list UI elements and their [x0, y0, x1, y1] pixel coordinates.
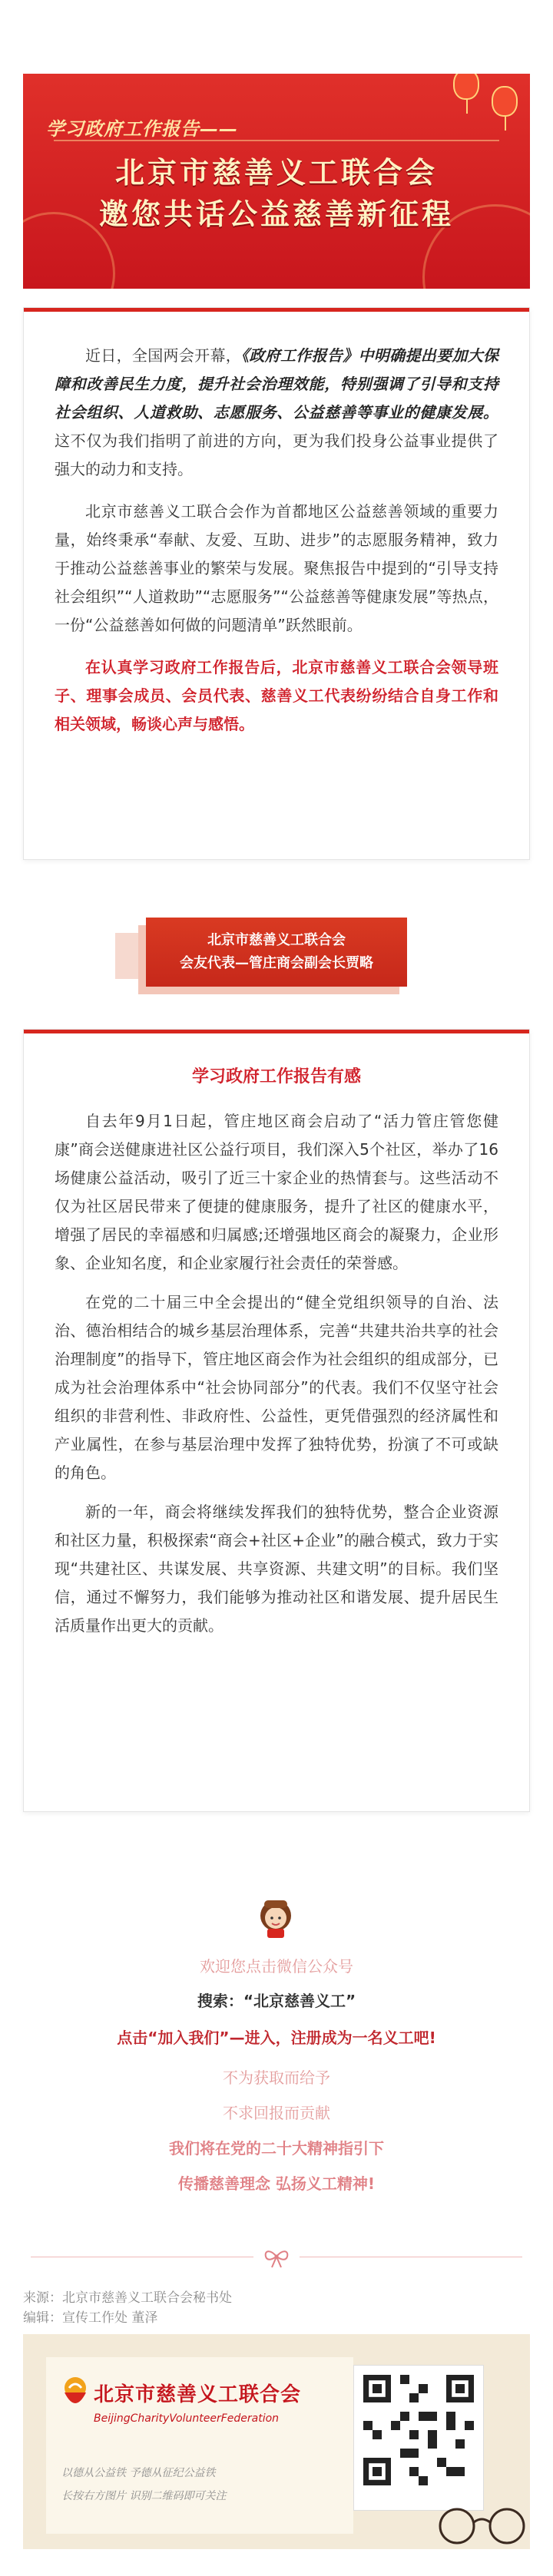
intro-text: 这不仅为我们指明了前进的方向，更为我们投身公益事业提供了强大的动力和支持。	[55, 432, 498, 478]
footer-note: 长按右方图片 识别二维码即可关注	[61, 2490, 227, 2502]
join-hint: 点击“加入我们”—进入，注册成为一名义工吧!	[117, 2029, 436, 2047]
welcome-text: 欢迎您点击微信公众号	[200, 1957, 353, 1976]
intro-card	[23, 307, 530, 860]
footer-card	[23, 2334, 530, 2549]
card-top-bar	[24, 1030, 529, 1033]
org-name: 北京市慈善义工联合会	[94, 2383, 302, 2406]
qr-code[interactable]	[353, 2365, 484, 2511]
label-decoration	[115, 933, 146, 979]
reflection-paragraph: 新的一年，商会将继续发挥我们的独特优势，整合企业资源和社区力量，积极探索“商会+社区+企业”的融合模式，致力于实现“共建社区、共谋发展、共享资源、共建文明”的目标。我们坚信，通过不懈努力，我们能够为推动社区和谐发展、提升居民生活质量作出更大的贡献。	[55, 1503, 498, 1635]
representative-name: 会友代表—管庄商会副会长贾略	[180, 955, 373, 971]
glasses-icon	[430, 2499, 530, 2545]
header-banner	[23, 74, 530, 289]
banner-subtitle: 学习政府工作报告——	[46, 118, 238, 140]
org-logo-icon	[58, 2374, 92, 2414]
reflection-paragraph: 在党的二十届三中全会提出的“健全党组织领导的自治、法治、德治相结合的城乡基层治理体系，完善“共建共治共享的社会治理制度”的指导下，管庄地区商会作为社会组织的组成部分，已成为社会治理体系中“社会协同部分”的代表。我们不仅坚守社会组织的非营利性、非政府性、公益性，更凭借强烈的经济属性和产业属性，在参与基层治理中发挥了独特优势，扮演了不可或缺的角色。	[55, 1293, 498, 1482]
slogan-line: 传播慈善理念 弘扬义工精神!	[177, 2174, 376, 2193]
reflection-title: 学习政府工作报告有感	[191, 1067, 361, 1086]
lantern-icon	[492, 86, 518, 117]
intro-paragraph	[55, 342, 498, 484]
card-top-bar	[24, 308, 529, 312]
slogan-line: 不求回报而贡献	[223, 2104, 330, 2122]
volunteer-avatar-icon	[253, 1893, 298, 1939]
lantern-icon	[453, 74, 479, 100]
reflection-card	[23, 1029, 530, 1812]
slogan-line: 不为获取而给予	[223, 2068, 330, 2087]
bow-icon	[263, 2246, 290, 2269]
bow-divider	[0, 2246, 553, 2269]
intro-text: 近日，全国两会开幕，	[85, 346, 242, 365]
banner-title-line2: 邀您共话公益慈善新征程	[98, 197, 454, 231]
intro-emphasis: 《政府工作报告》中明确提出要加大保障和改善民生力度，提升社会治理效能，特别强调了引导和支持社会组织、人道救助、志愿服务、公益慈善等事业的健康发展。	[55, 346, 499, 422]
slogan-line: 我们将在党的二十大精神指引下	[169, 2139, 384, 2158]
intro-paragraph: 北京市慈善义工联合会作为首都地区公益慈善领域的重要力量，始终秉承“奉献、友爱、互助、进步”的志愿服务精神，致力于推动公益慈善事业的繁荣与发展。聚焦报告中提到的“引导支持社会组织”“人道救助”“志愿服务”“公益慈善等健康发展”等热点，一份“公益慈善如何做的问题清单”跃然眼前。	[55, 502, 498, 634]
footer-note: 以德从公益铁 予德从征纪公益铁	[61, 2467, 216, 2479]
org-english-name: BeijingCharityVolunteerFederation	[94, 2412, 280, 2425]
divider	[54, 140, 499, 141]
intro-highlight: 在认真学习政府工作报告后，北京市慈善义工联合会领导班子、理事会成员、会员代表、慈善义工代表纷纷结合自身工作和相关领域，畅谈心声与感悟。	[55, 658, 498, 733]
representative-label	[146, 918, 407, 987]
banner-title: 北京市慈善义工联合会	[114, 156, 438, 190]
representative-org: 北京市慈善义工联合会	[207, 932, 346, 948]
editor-credit: 编辑：宣传工作处 董泽	[23, 2310, 158, 2326]
reflection-paragraph: 自去年9月1日起，管庄地区商会启动了“活力管庄管您健康”商会送健康进社区公益行项目，我们深入5个社区，举办了16场健康公益活动，吸引了近三十家企业的热情套与。这些活动不仅为社区居民带来了便捷的健康服务，提升了社区的健康水平，增强了居民的幸福感和归属感;还增强地区商会的凝聚力，企业形象、企业知名度，和企业家履行社会责任的荣誉感。	[55, 1112, 498, 1272]
search-hint: 搜索：“北京慈善义工”	[197, 1992, 356, 2010]
qr-code-icon	[363, 2375, 474, 2485]
source-credit: 来源：北京市慈善义工联合会秘书处	[23, 2290, 232, 2306]
